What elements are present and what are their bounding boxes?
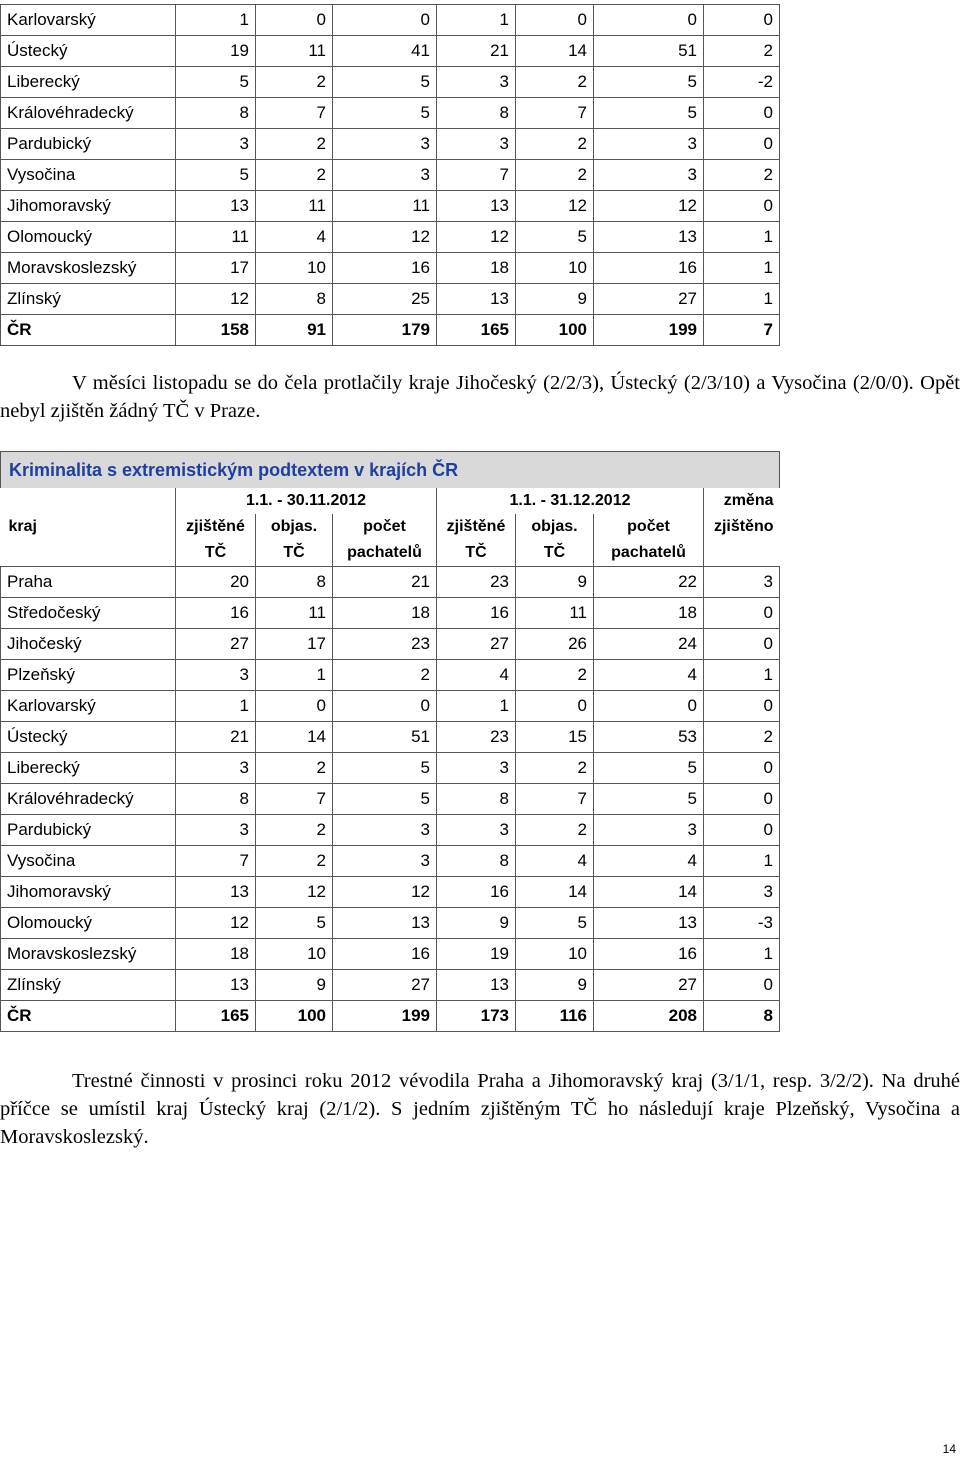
region-name: Vysočina [1, 160, 176, 191]
page-number: 14 [942, 1442, 956, 1456]
value-cell: 27 [594, 284, 704, 315]
value-cell: 0 [704, 191, 780, 222]
value-cell: 5 [256, 908, 333, 939]
table-row [1, 5, 780, 36]
value-cell: 3 [594, 815, 704, 846]
paragraph-november: V měsíci listopadu se do čela protlačily kraje Jihočeský (2/2/3), Ústecký (2/3/10) a Vysočina (2/0/0). Opět nebyl zjištěn žádný TČ v Praze. [0, 372, 960, 422]
value-cell: 9 [256, 970, 333, 1001]
value-cell: 25 [333, 284, 437, 315]
value-cell: 51 [333, 722, 437, 753]
value-cell: 27 [594, 970, 704, 1001]
value-cell: 7 [437, 160, 516, 191]
region-name: Moravskoslezský [1, 939, 176, 970]
value-cell: 3 [333, 160, 437, 191]
value-cell: 24 [594, 629, 704, 660]
value-cell: 8 [704, 1001, 780, 1032]
region-name: ČR [1, 1001, 176, 1032]
value-cell: 1 [704, 284, 780, 315]
value-cell: 11 [516, 598, 594, 629]
value-cell: 11 [176, 222, 256, 253]
table-row [1, 846, 780, 877]
value-cell: 199 [594, 315, 704, 346]
crime-table-continued [0, 4, 780, 346]
value-cell: 27 [176, 629, 256, 660]
value-cell: 5 [333, 67, 437, 98]
header-pachatelu-2: pachatelů [594, 540, 704, 567]
value-cell: 11 [256, 36, 333, 67]
value-cell: 208 [594, 1001, 704, 1032]
table-row [1, 753, 780, 784]
value-cell: 7 [256, 784, 333, 815]
value-cell: 11 [256, 598, 333, 629]
region-name: Jihočeský [1, 629, 176, 660]
region-name: Moravskoslezský [1, 253, 176, 284]
value-cell: 15 [516, 722, 594, 753]
value-cell: 5 [333, 98, 437, 129]
value-cell: 2 [516, 815, 594, 846]
value-cell: 10 [256, 253, 333, 284]
value-cell: 165 [437, 315, 516, 346]
value-cell: 3 [704, 877, 780, 908]
header-objas-2: objas. [516, 514, 594, 540]
header-pocet-1: počet [333, 514, 437, 540]
region-name: Olomoucký [1, 908, 176, 939]
region-name: Královéhradecký [1, 98, 176, 129]
value-cell: 2 [516, 753, 594, 784]
region-name: Praha [1, 567, 176, 598]
value-cell: 13 [437, 191, 516, 222]
value-cell: 2 [516, 129, 594, 160]
value-cell: 13 [437, 970, 516, 1001]
value-cell: 26 [516, 629, 594, 660]
table-row [1, 877, 780, 908]
value-cell: 3 [437, 67, 516, 98]
value-cell: 2 [516, 160, 594, 191]
header-row-columns [1, 514, 780, 540]
value-cell: 10 [516, 939, 594, 970]
table-row [1, 67, 780, 98]
value-cell: 5 [516, 908, 594, 939]
table-row [1, 129, 780, 160]
value-cell: 0 [704, 784, 780, 815]
table-row [1, 629, 780, 660]
value-cell: 0 [594, 691, 704, 722]
value-cell: 5 [594, 753, 704, 784]
value-cell: 2 [516, 660, 594, 691]
value-cell: 21 [437, 36, 516, 67]
value-cell: 2 [256, 815, 333, 846]
value-cell: 4 [594, 660, 704, 691]
header-empty [1, 540, 176, 567]
crime-table-extremism-body [1, 567, 780, 1032]
crime-table-continued-body [1, 5, 780, 346]
value-cell: 4 [594, 846, 704, 877]
value-cell: 51 [594, 36, 704, 67]
value-cell: 158 [176, 315, 256, 346]
value-cell: 2 [704, 722, 780, 753]
value-cell: 27 [437, 629, 516, 660]
value-cell: 8 [437, 846, 516, 877]
table-row [1, 284, 780, 315]
table-row [1, 222, 780, 253]
value-cell: 0 [704, 629, 780, 660]
value-cell: 12 [256, 877, 333, 908]
value-cell: 16 [333, 253, 437, 284]
value-cell: 7 [704, 315, 780, 346]
value-cell: 18 [594, 598, 704, 629]
region-name: Zlínský [1, 970, 176, 1001]
value-cell: 100 [256, 1001, 333, 1032]
value-cell: 23 [437, 567, 516, 598]
region-name: Ústecký [1, 722, 176, 753]
value-cell: 5 [333, 753, 437, 784]
value-cell: 2 [256, 129, 333, 160]
header-zjistene-2: zjištěné [437, 514, 516, 540]
value-cell: 9 [437, 908, 516, 939]
value-cell: 10 [256, 939, 333, 970]
value-cell: 3 [176, 129, 256, 160]
crime-table-extremism [0, 451, 780, 1032]
value-cell: 0 [704, 5, 780, 36]
value-cell: 0 [333, 5, 437, 36]
value-cell: 3 [176, 660, 256, 691]
table-row [1, 784, 780, 815]
value-cell: 17 [256, 629, 333, 660]
value-cell: 16 [594, 253, 704, 284]
value-cell: 10 [516, 253, 594, 284]
table-row [1, 939, 780, 970]
value-cell: 2 [704, 36, 780, 67]
value-cell: 1 [704, 253, 780, 284]
header-empty [1, 488, 176, 514]
region-name: Královéhradecký [1, 784, 176, 815]
header-tc-3: TČ [437, 540, 516, 567]
value-cell: 3 [176, 753, 256, 784]
value-cell: 12 [516, 191, 594, 222]
table-row [1, 660, 780, 691]
value-cell: 3 [437, 753, 516, 784]
value-cell: 1 [704, 939, 780, 970]
value-cell: 0 [704, 98, 780, 129]
value-cell: 5 [594, 98, 704, 129]
value-cell: 5 [333, 784, 437, 815]
value-cell: 16 [437, 877, 516, 908]
value-cell: 4 [516, 846, 594, 877]
value-cell: 2 [333, 660, 437, 691]
value-cell: 1 [437, 691, 516, 722]
value-cell: 7 [516, 784, 594, 815]
value-cell: 0 [594, 5, 704, 36]
value-cell: 16 [333, 939, 437, 970]
header-period-november: 1.1. - 30.11.2012 [176, 488, 437, 514]
header-zjisteno: zjištěno [713, 518, 774, 535]
region-name: ČR [1, 315, 176, 346]
value-cell: 2 [256, 753, 333, 784]
table-row [1, 598, 780, 629]
value-cell: 8 [176, 98, 256, 129]
value-cell: 7 [516, 98, 594, 129]
value-cell: 1 [437, 5, 516, 36]
value-cell: 13 [437, 284, 516, 315]
value-cell: 5 [594, 67, 704, 98]
value-cell: 1 [704, 222, 780, 253]
value-cell: 2 [516, 67, 594, 98]
value-cell: 5 [516, 222, 594, 253]
value-cell: 3 [437, 129, 516, 160]
value-cell: 20 [176, 567, 256, 598]
region-name: Jihomoravský [1, 877, 176, 908]
value-cell: 5 [176, 160, 256, 191]
value-cell: 17 [176, 253, 256, 284]
region-name: Plzeňský [1, 660, 176, 691]
value-cell: 165 [176, 1001, 256, 1032]
header-tc-4: TČ [516, 540, 594, 567]
value-cell: 12 [437, 222, 516, 253]
value-cell: 18 [176, 939, 256, 970]
header-objas-1: objas. [256, 514, 333, 540]
value-cell: 16 [437, 598, 516, 629]
table-row [1, 315, 780, 346]
value-cell: 0 [704, 129, 780, 160]
value-cell: 179 [333, 315, 437, 346]
header-tc-1: TČ [176, 540, 256, 567]
header-change: změna [723, 492, 774, 509]
region-name: Jihomoravský [1, 191, 176, 222]
value-cell: 0 [256, 5, 333, 36]
value-cell: 13 [594, 908, 704, 939]
header-period-december: 1.1. - 31.12.2012 [437, 488, 704, 514]
value-cell: 7 [256, 98, 333, 129]
table-row [1, 691, 780, 722]
value-cell: 91 [256, 315, 333, 346]
value-cell: 0 [704, 691, 780, 722]
value-cell: 13 [176, 191, 256, 222]
value-cell: 3 [333, 129, 437, 160]
value-cell: 13 [176, 877, 256, 908]
value-cell: 3 [333, 815, 437, 846]
region-name: Zlínský [1, 284, 176, 315]
value-cell: 5 [176, 67, 256, 98]
value-cell: 16 [594, 939, 704, 970]
value-cell: 9 [516, 970, 594, 1001]
region-name: Středočeský [1, 598, 176, 629]
value-cell: 0 [333, 691, 437, 722]
value-cell: 18 [437, 253, 516, 284]
header-pocet-2: počet [594, 514, 704, 540]
value-cell: 12 [176, 908, 256, 939]
table-row [1, 567, 780, 598]
value-cell: 9 [516, 567, 594, 598]
region-name: Ústecký [1, 36, 176, 67]
value-cell: 173 [437, 1001, 516, 1032]
value-cell: 19 [437, 939, 516, 970]
value-cell: 14 [516, 36, 594, 67]
value-cell: 5 [594, 784, 704, 815]
value-cell: 116 [516, 1001, 594, 1032]
value-cell: 41 [333, 36, 437, 67]
value-cell: 53 [594, 722, 704, 753]
table-row [1, 98, 780, 129]
value-cell: 21 [176, 722, 256, 753]
table-row [1, 160, 780, 191]
header-pachatelu-1: pachatelů [333, 540, 437, 567]
value-cell: 22 [594, 567, 704, 598]
region-name: Liberecký [1, 753, 176, 784]
value-cell: 14 [256, 722, 333, 753]
header-row-units [1, 540, 780, 567]
table-row [1, 1001, 780, 1032]
value-cell: 12 [176, 284, 256, 315]
header-tc-2: TČ [256, 540, 333, 567]
value-cell: 7 [176, 846, 256, 877]
region-name: Karlovarský [1, 691, 176, 722]
table-row [1, 191, 780, 222]
value-cell: 3 [176, 815, 256, 846]
paragraph-december: Trestné činnosti v prosinci roku 2012 vévodila Praha a Jihomoravský kraj (3/1/1, resp. 3/2/2). Na druhé příčce se umístil kraj Ústecký kraj (2/1/2). S jedním zjištěným TČ ho následují kraje Plzeňský, Vysočina a Moravskoslezský. [0, 1070, 960, 1148]
value-cell: 8 [176, 784, 256, 815]
table-row [1, 722, 780, 753]
value-cell: 23 [437, 722, 516, 753]
value-cell: 1 [256, 660, 333, 691]
table-title-row [1, 452, 780, 489]
value-cell: 0 [516, 691, 594, 722]
value-cell: 11 [333, 191, 437, 222]
value-cell: 0 [704, 815, 780, 846]
value-cell: 1 [704, 846, 780, 877]
header-empty [704, 540, 780, 567]
value-cell: 12 [333, 222, 437, 253]
value-cell: 2 [256, 67, 333, 98]
region-name: Pardubický [1, 815, 176, 846]
table-row [1, 815, 780, 846]
value-cell: 9 [516, 284, 594, 315]
value-cell: -3 [704, 908, 780, 939]
region-name: Vysočina [1, 846, 176, 877]
table-row [1, 970, 780, 1001]
value-cell: 16 [176, 598, 256, 629]
value-cell: 4 [437, 660, 516, 691]
table-title: Kriminalita s extremistickým podtextem v krajích ČR [1, 452, 780, 489]
value-cell: 18 [333, 598, 437, 629]
header-row-periods [1, 488, 780, 514]
value-cell: 1 [176, 691, 256, 722]
region-name: Olomoucký [1, 222, 176, 253]
value-cell: 3 [594, 160, 704, 191]
value-cell: 27 [333, 970, 437, 1001]
table-row [1, 908, 780, 939]
value-cell: -2 [704, 67, 780, 98]
value-cell: 4 [256, 222, 333, 253]
value-cell: 8 [437, 98, 516, 129]
value-cell: 3 [594, 129, 704, 160]
value-cell: 2 [256, 846, 333, 877]
value-cell: 13 [176, 970, 256, 1001]
value-cell: 21 [333, 567, 437, 598]
table-row [1, 36, 780, 67]
value-cell: 11 [256, 191, 333, 222]
value-cell: 1 [176, 5, 256, 36]
value-cell: 3 [704, 567, 780, 598]
value-cell: 0 [256, 691, 333, 722]
value-cell: 19 [176, 36, 256, 67]
value-cell: 13 [594, 222, 704, 253]
value-cell: 8 [437, 784, 516, 815]
region-name: Karlovarský [1, 5, 176, 36]
header-kraj: kraj [1, 514, 176, 540]
value-cell: 1 [704, 660, 780, 691]
value-cell: 13 [333, 908, 437, 939]
value-cell: 12 [594, 191, 704, 222]
value-cell: 0 [704, 753, 780, 784]
table-row [1, 253, 780, 284]
value-cell: 2 [256, 160, 333, 191]
header-zjistene-1: zjištěné [176, 514, 256, 540]
value-cell: 8 [256, 567, 333, 598]
value-cell: 12 [333, 877, 437, 908]
value-cell: 14 [516, 877, 594, 908]
value-cell: 100 [516, 315, 594, 346]
region-name: Liberecký [1, 67, 176, 98]
value-cell: 0 [704, 970, 780, 1001]
value-cell: 8 [256, 284, 333, 315]
value-cell: 14 [594, 877, 704, 908]
value-cell: 23 [333, 629, 437, 660]
value-cell: 199 [333, 1001, 437, 1032]
value-cell: 3 [437, 815, 516, 846]
value-cell: 0 [704, 598, 780, 629]
value-cell: 2 [704, 160, 780, 191]
value-cell: 0 [516, 5, 594, 36]
value-cell: 3 [333, 846, 437, 877]
region-name: Pardubický [1, 129, 176, 160]
